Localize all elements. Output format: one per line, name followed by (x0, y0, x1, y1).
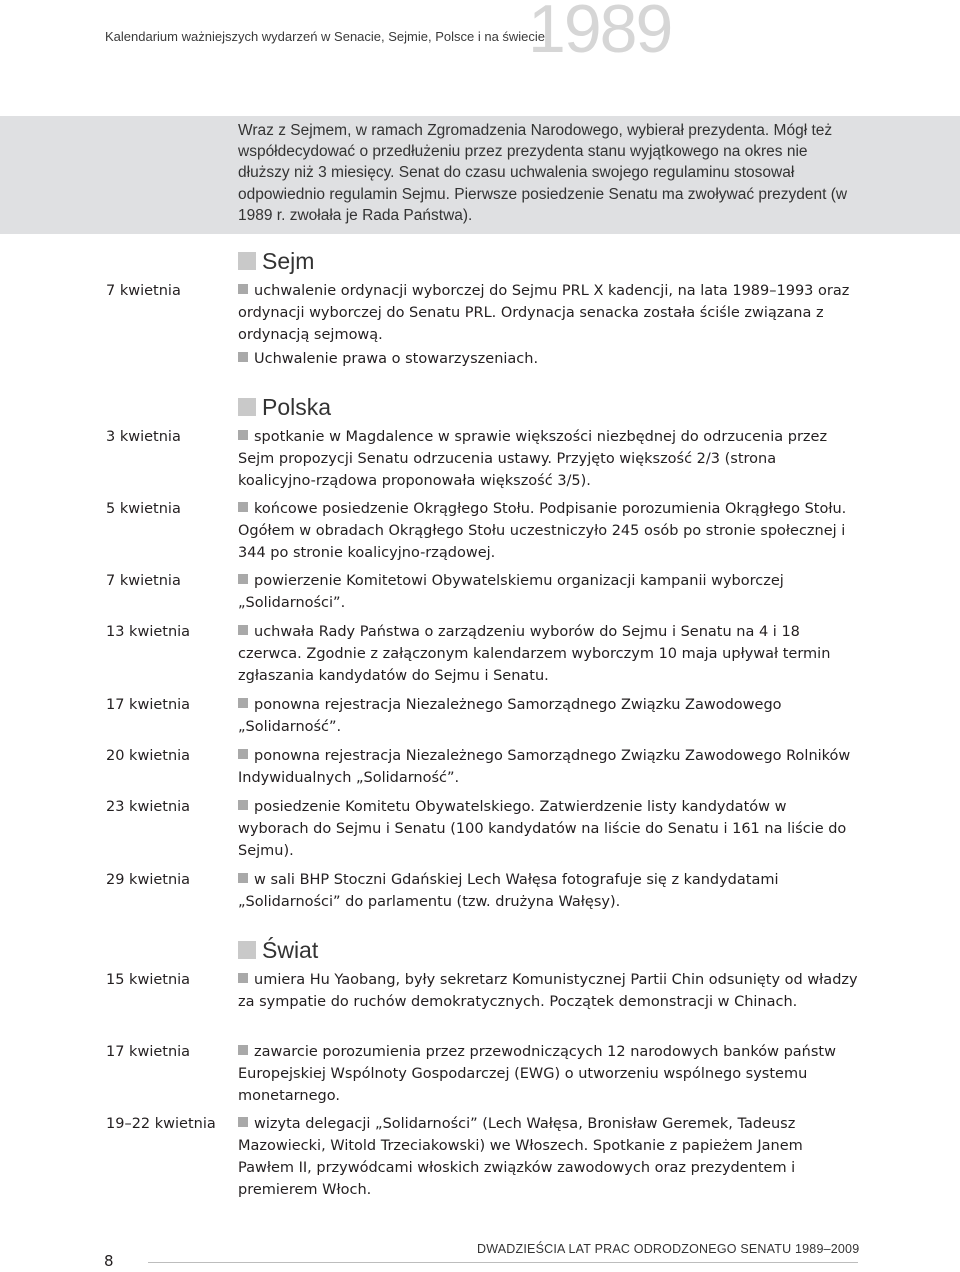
square-marker-icon (238, 398, 256, 416)
entry-date: 23 kwietnia (106, 799, 191, 815)
bullet-icon (238, 502, 248, 512)
section-heading-sejm: Sejm (238, 248, 314, 275)
entry-date: 13 kwietnia (106, 624, 191, 640)
entry-text: uchwalenie ordynacji wyborczej do Sejmu PRL X kadencji, na lata 1989–1993 oraz ordynacji wyborczej do Senatu PRL. Ordynacja senacka została ściśle związana z ordynacją sejmową. (238, 283, 850, 343)
square-marker-icon (238, 941, 256, 959)
entry-text: posiedzenie Komitetu Obywatelskiego. Zatwierdzenie listy kandydatów w wyborach do Sejmu i Senatu (100 kandydatów na liście do Senatu i 161 na liście do Sejmu). (238, 799, 847, 859)
entry-date: 17 kwietnia (106, 1044, 191, 1060)
bullet-icon (238, 430, 248, 440)
entry-date: 15 kwietnia (106, 972, 191, 988)
footer-divider (148, 1262, 858, 1263)
footer-publication: DWADZIEŚCIA LAT PRAC ODRODZONEGO SENATU 1989–2009 (477, 1242, 860, 1256)
page-header (0, 0, 960, 70)
entry-date: 29 kwietnia (106, 872, 191, 888)
entry-date: 7 kwietnia (106, 573, 181, 589)
bullet-icon (238, 284, 248, 294)
entry-text: końcowe posiedzenie Okrągłego Stołu. Podpisanie porozumienia Okrągłego Stołu. Ogółem w obradach Okrągłego Stołu uczestniczyło 245 osób po stronie społecznej i 344 po stronie koalicyjno-rządowej. (238, 501, 847, 561)
entry-text: uchwała Rady Państwa o zarządzeniu wyborów do Sejmu i Senatu na 4 i 18 czerwca. Zgodnie z załączonym kalendarzem wyborczym 10 maja upływał termin zgłaszania kandydatów do Sejmu i Senatu. (238, 624, 831, 684)
entry-text: Uchwalenie prawa o stowarzyszeniach. (238, 348, 858, 370)
bullet-icon (238, 973, 248, 983)
bullet-icon (238, 698, 248, 708)
running-title: Kalendarium ważniejszych wydarzeń w Senacie, Sejmie, Polsce i na świecie (105, 29, 546, 44)
entry-text: ponowna rejestracja Niezależnego Samorządnego Związku Zawodowego Rolników Indywidualnych „Solidarność”. (238, 748, 851, 786)
entry-date: 17 kwietnia (106, 697, 191, 713)
entry-text: umiera Hu Yaobang, były sekretarz Komunistycznej Partii Chin odsunięty od władzy za sympatie do ruchów demokratycznych. Początek demonstracji w Chinach. (238, 972, 858, 1010)
entry-text: ponowna rejestracja Niezależnego Samorządnego Związku Zawodowego „Solidarność”. (238, 697, 782, 735)
header-year: 1989 (528, 0, 672, 67)
intro-text: Wraz z Sejmem, w ramach Zgromadzenia Narodowego, wybierał prezydenta. Mógł też współdecydować o przedłużeniu przez prezydenta stanu wyjątkowego na okres nie dłuższy niż 3 miesięcy. Senat do czasu uchwalenia swojego regulaminu stosował odpowiednio regulamin Sejmu. Pierwsze posiedzenie Senatu ma zwoływać prezydent (w 1989 r. zwołała je Rada Państwa). (238, 122, 848, 224)
page-number: 8 (104, 1252, 114, 1270)
bullet-icon (238, 352, 248, 362)
entry-date: 19–22 kwietnia (106, 1116, 216, 1132)
entry-text: wizyta delegacji „Solidarności” (Lech Wałęsa, Bronisław Geremek, Tadeusz Mazowiecki, Witold Trzeciakowski) we Włoszech. Spotkanie z papieżem Janem Pawłem II, przywódcami włoskich związków zawodowych oraz prezydentem i premierem Włoch. (238, 1116, 803, 1198)
bullet-icon (238, 800, 248, 810)
section-heading-polska: Polska (238, 394, 331, 421)
entry-date: 5 kwietnia (106, 501, 181, 517)
entry-date: 20 kwietnia (106, 748, 191, 764)
square-marker-icon (238, 252, 256, 270)
bullet-icon (238, 574, 248, 584)
entry-text: powierzenie Komitetowi Obywatelskiemu organizacji kampanii wyborczej „Solidarności”. (238, 573, 784, 611)
entry-text: spotkanie w Magdalence w sprawie większości niezbędnej do odrzucenia przez Sejm propozycji Senatu odrzucenia ustawy. Przyjęto większość 2/3 (strona koalicyjno-rządowa proponowała większość 3/5). (238, 429, 828, 489)
bullet-icon (238, 625, 248, 635)
bullet-icon (238, 749, 248, 759)
entry-text: w sali BHP Stoczni Gdańskiej Lech Wałęsa fotografuje się z kandydatami „Solidarności” do parlamentu (tzw. drużyna Wałęsy). (238, 872, 779, 910)
section-heading-swiat: Świat (238, 937, 318, 964)
bullet-icon (238, 873, 248, 883)
entry-date: 7 kwietnia (106, 283, 181, 299)
bullet-icon (238, 1117, 248, 1127)
entry-date: 3 kwietnia (106, 429, 181, 445)
entry-text: zawarcie porozumienia przez przewodniczących 12 narodowych banków państw Europejskiej Wspólnoty Gospodarczej (EWG) o utworzeniu wspólnego systemu monetarnego. (238, 1044, 836, 1104)
bullet-icon (238, 1045, 248, 1055)
